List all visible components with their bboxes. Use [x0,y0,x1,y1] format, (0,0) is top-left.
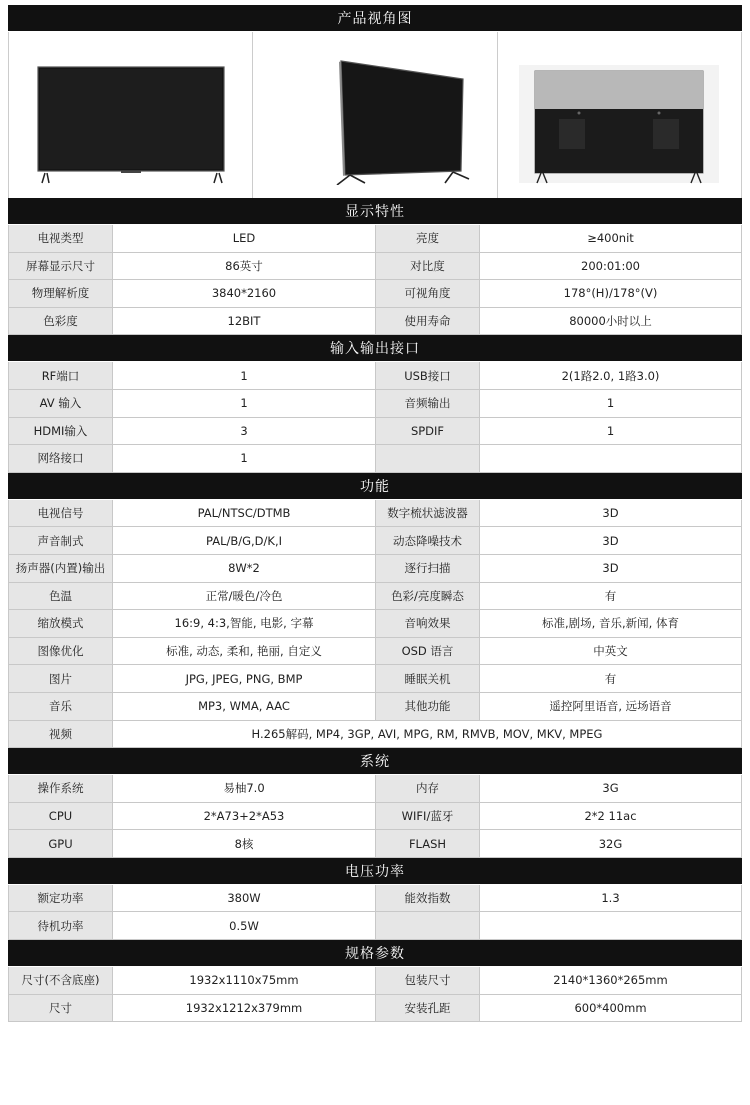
spec-value: PAL/B/G,D/K,I [113,527,376,554]
spec-value [480,445,741,472]
spec-row [8,253,742,281]
spec-value: 8核 [113,830,376,857]
spec-value: 0.5W [113,912,376,939]
spec-value: 1932x1212x379mm [113,995,376,1022]
spec-label: 对比度 [376,253,480,280]
tv-angle-view [253,32,497,198]
spec-label: 音乐 [9,693,113,720]
spec-value: 3840*2160 [113,280,376,307]
spec-label [376,912,480,939]
spec-value: 8W*2 [113,555,376,582]
spec-value: 易柚7.0 [113,775,376,802]
spec-row [8,912,742,940]
spec-label: 声音制式 [9,527,113,554]
spec-label: 视频 [9,721,113,748]
spec-label: 安装孔距 [376,995,480,1022]
spec-label: FLASH [376,830,480,857]
section-title: 输入输出接口 [8,335,742,362]
tv-front-view [9,32,253,198]
spec-row [8,693,742,721]
spec-label: 扬声器(内置)输出 [9,555,113,582]
spec-label [376,445,480,472]
section-title: 系统 [8,748,742,775]
spec-value: 有 [480,583,741,610]
spec-label: SPDIF [376,418,480,445]
spec-value: 1 [113,390,376,417]
spec-row [8,418,742,446]
spec-label: 亮度 [376,225,480,252]
spec-value: 3D [480,527,741,554]
views-title: 产品视角图 [8,5,742,32]
spec-value: H.265解码, MP4, 3GP, AVI, MPG, RM, RMVB, MOV, MKV, MPEG [113,721,741,748]
spec-label: OSD 语言 [376,638,480,665]
spec-value: 380W [113,885,376,912]
spec-label: 电视信号 [9,500,113,527]
spec-row [8,995,742,1023]
spec-label: 图像优化 [9,638,113,665]
spec-label: 网络接口 [9,445,113,472]
spec-row [8,583,742,611]
spec-value: 2*2 11ac [480,803,741,830]
spec-label: 动态降噪技术 [376,527,480,554]
spec-label: AV 输入 [9,390,113,417]
spec-value: 1 [113,362,376,389]
spec-label: 色温 [9,583,113,610]
spec-label: 尺寸 [9,995,113,1022]
tv-back-image [519,45,719,185]
spec-row [8,638,742,666]
spec-value: PAL/NTSC/DTMB [113,500,376,527]
spec-label: 内存 [376,775,480,802]
spec-label: 额定功率 [9,885,113,912]
spec-value: 2*A73+2*A53 [113,803,376,830]
section-title: 功能 [8,473,742,500]
spec-label: 操作系统 [9,775,113,802]
spec-value: 1.3 [480,885,741,912]
spec-value: 3G [480,775,741,802]
spec-label: 能效指数 [376,885,480,912]
spec-value: 正常/暖色/冷色 [113,583,376,610]
spec-value: 200:01:00 [480,253,741,280]
spec-row [8,527,742,555]
spec-label: 使用寿命 [376,308,480,335]
spec-row [8,803,742,831]
spec-value: 遥控阿里语音, 远场语音 [480,693,741,720]
spec-label: 睡眠关机 [376,665,480,692]
spec-row [8,665,742,693]
spec-row [8,721,742,749]
spec-value: 178°(H)/178°(V) [480,280,741,307]
tv-back-view [498,32,741,198]
spec-value: ≥400nit [480,225,741,252]
spec-label: RF端口 [9,362,113,389]
spec-value: 1 [113,445,376,472]
spec-label: 其他功能 [376,693,480,720]
spec-label: 逐行扫描 [376,555,480,582]
spec-row [8,830,742,858]
spec-value: 86英寸 [113,253,376,280]
spec-label: CPU [9,803,113,830]
spec-value: JPG, JPEG, PNG, BMP [113,665,376,692]
spec-label: 色彩/亮度瞬态 [376,583,480,610]
section-title: 显示特性 [8,198,742,225]
spec-label: GPU [9,830,113,857]
spec-value: 3D [480,555,741,582]
spec-row [8,308,742,336]
spec-value: 2(1路2.0, 1路3.0) [480,362,741,389]
spec-row [8,390,742,418]
spec-value: 600*400mm [480,995,741,1022]
spec-value: 标准,剧场, 音乐,新闻, 体育 [480,610,741,637]
spec-value: 16:9, 4:3,智能, 电影, 字幕 [113,610,376,637]
spec-label: 尺寸(不含底座) [9,967,113,994]
spec-label: 图片 [9,665,113,692]
spec-row [8,280,742,308]
spec-value: 80000小时以上 [480,308,741,335]
spec-label: WIFI/蓝牙 [376,803,480,830]
spec-value: 1 [480,390,741,417]
spec-label: 电视类型 [9,225,113,252]
spec-value: 12BIT [113,308,376,335]
spec-value: 3 [113,418,376,445]
spec-value: 32G [480,830,741,857]
spec-label: 屏幕显示尺寸 [9,253,113,280]
spec-row [8,555,742,583]
spec-label: 待机功率 [9,912,113,939]
spec-value: 有 [480,665,741,692]
spec-row [8,967,742,995]
spec-row [8,500,742,528]
spec-value [480,912,741,939]
tv-front-image [31,45,231,185]
spec-label: HDMI输入 [9,418,113,445]
section-title: 规格参数 [8,940,742,967]
spec-row [8,885,742,913]
spec-label: 色彩度 [9,308,113,335]
product-views [8,32,742,198]
spec-sections [8,198,742,1022]
spec-label: 数字梳状滤波器 [376,500,480,527]
spec-label: 包装尺寸 [376,967,480,994]
spec-row [8,225,742,253]
spec-value: MP3, WMA, AAC [113,693,376,720]
spec-label: 可视角度 [376,280,480,307]
spec-value: 1932x1110x75mm [113,967,376,994]
spec-row [8,610,742,638]
spec-row [8,445,742,473]
spec-label: 音响效果 [376,610,480,637]
spec-value: 标准, 动态, 柔和, 艳丽, 自定义 [113,638,376,665]
spec-value: 中英文 [480,638,741,665]
spec-sheet [8,5,742,1022]
spec-value: 3D [480,500,741,527]
spec-row [8,362,742,390]
spec-label: 物理解析度 [9,280,113,307]
spec-label: USB接口 [376,362,480,389]
spec-label: 音频输出 [376,390,480,417]
spec-value: 2140*1360*265mm [480,967,741,994]
spec-row [8,775,742,803]
spec-value: LED [113,225,376,252]
spec-value: 1 [480,418,741,445]
spec-label: 缩放模式 [9,610,113,637]
tv-angle-image [275,45,475,185]
section-title: 电压功率 [8,858,742,885]
